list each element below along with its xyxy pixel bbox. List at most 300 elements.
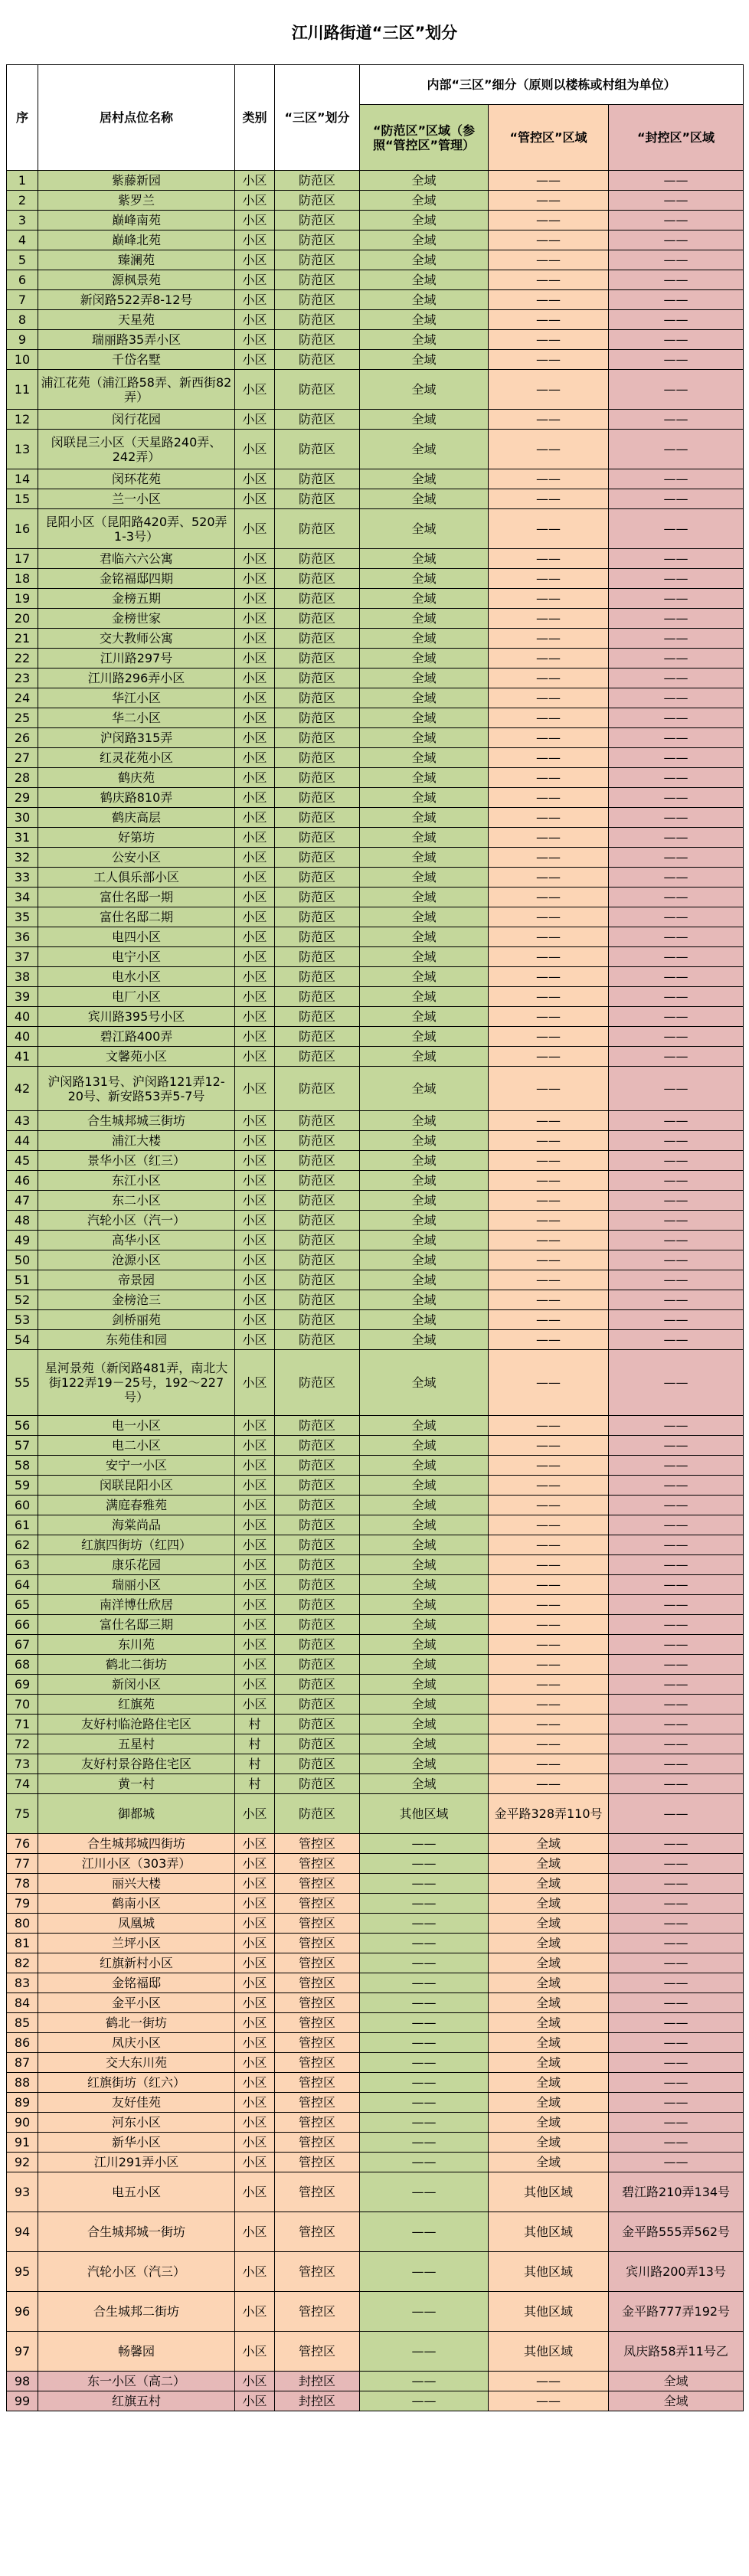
- row-type: 小区: [235, 1191, 275, 1211]
- row-fangfan-area: 全域: [360, 191, 489, 211]
- row-fangfan-area: 全域: [360, 310, 489, 330]
- table-row: [7, 1231, 744, 1250]
- table-row: [7, 1330, 744, 1350]
- row-name: 富仕名邸一期: [38, 888, 235, 907]
- row-guankong-area: ——: [489, 1456, 609, 1476]
- row-name: 电四小区: [38, 927, 235, 947]
- row-fengkong-area: ——: [609, 2113, 744, 2133]
- row-name: 电水小区: [38, 967, 235, 987]
- row-guankong-area: ——: [489, 987, 609, 1007]
- row-name: 东二小区: [38, 1191, 235, 1211]
- row-type: 小区: [235, 768, 275, 788]
- row-fangfan-area: 全域: [360, 1555, 489, 1575]
- row-zone: 防范区: [275, 828, 360, 848]
- row-guankong-area: ——: [489, 270, 609, 290]
- row-fengkong-area: ——: [609, 1834, 744, 1854]
- row-fengkong-area: ——: [609, 1595, 744, 1615]
- row-index: 99: [7, 2391, 38, 2411]
- row-fangfan-area: 全域: [360, 1675, 489, 1695]
- row-name: 南洋博仕欣居: [38, 1595, 235, 1615]
- row-index: 40: [7, 1027, 38, 1047]
- row-fengkong-area: ——: [609, 1575, 744, 1595]
- row-fengkong-area: ——: [609, 688, 744, 708]
- row-zone: 管控区: [275, 2212, 360, 2252]
- row-index: 79: [7, 1894, 38, 1914]
- row-fangfan-area: 全域: [360, 708, 489, 728]
- row-index: 23: [7, 669, 38, 688]
- row-zone: 防范区: [275, 708, 360, 728]
- row-index: 43: [7, 1111, 38, 1131]
- row-guankong-area: ——: [489, 1655, 609, 1675]
- row-index: 38: [7, 967, 38, 987]
- row-zone: 防范区: [275, 549, 360, 569]
- row-name: 沪闵路131号、沪闵路121弄12-20号、新安路53弄5-7号: [38, 1067, 235, 1111]
- row-name: 好第坊: [38, 828, 235, 848]
- row-zone: 管控区: [275, 2093, 360, 2113]
- table-row: [7, 848, 744, 868]
- row-zone: 防范区: [275, 1436, 360, 1456]
- row-zone: 管控区: [275, 2252, 360, 2292]
- row-name: 金榜五期: [38, 589, 235, 609]
- table-row: [7, 171, 744, 191]
- row-index: 94: [7, 2212, 38, 2252]
- row-fengkong-area: ——: [609, 350, 744, 370]
- row-name: 沪闵路315弄: [38, 728, 235, 748]
- row-guankong-area: ——: [489, 828, 609, 848]
- row-guankong-area: ——: [489, 1695, 609, 1715]
- row-zone: 防范区: [275, 927, 360, 947]
- row-guankong-area: ——: [489, 1734, 609, 1754]
- row-fangfan-area: 全域: [360, 1595, 489, 1615]
- table-row: [7, 250, 744, 270]
- table-row: [7, 1067, 744, 1111]
- row-fangfan-area: 全域: [360, 270, 489, 290]
- row-guankong-area: ——: [489, 290, 609, 310]
- row-fengkong-area: ——: [609, 1854, 744, 1874]
- table-row: [7, 191, 744, 211]
- row-guankong-area: 全域: [489, 1874, 609, 1894]
- table-row: [7, 708, 744, 728]
- row-type: 小区: [235, 589, 275, 609]
- row-index: 80: [7, 1914, 38, 1934]
- row-fengkong-area: ——: [609, 1111, 744, 1131]
- row-name: 东苑佳和园: [38, 1330, 235, 1350]
- row-fengkong-area: ——: [609, 2153, 744, 2172]
- row-guankong-area: ——: [489, 549, 609, 569]
- row-index: 51: [7, 1270, 38, 1290]
- row-index: 39: [7, 987, 38, 1007]
- row-zone: 防范区: [275, 1027, 360, 1047]
- row-fangfan-area: 全域: [360, 1131, 489, 1151]
- row-index: 8: [7, 310, 38, 330]
- table-row: [7, 1734, 744, 1754]
- row-index: 86: [7, 2033, 38, 2053]
- row-fengkong-area: ——: [609, 1330, 744, 1350]
- sheet-title: 江川路街道“三区”划分: [291, 24, 458, 42]
- row-zone: 防范区: [275, 1151, 360, 1171]
- row-type: 小区: [235, 2153, 275, 2172]
- row-zone: 防范区: [275, 270, 360, 290]
- row-index: 71: [7, 1715, 38, 1734]
- row-guankong-area: 全域: [489, 2033, 609, 2053]
- row-zone: 防范区: [275, 669, 360, 688]
- row-index: 24: [7, 688, 38, 708]
- row-fangfan-area: ——: [360, 2212, 489, 2252]
- row-fengkong-area: ——: [609, 728, 744, 748]
- row-type: 小区: [235, 1595, 275, 1615]
- row-name: 电五小区: [38, 2172, 235, 2212]
- row-zone: 防范区: [275, 1635, 360, 1655]
- row-guankong-area: ——: [489, 649, 609, 669]
- row-name: 友好村临沧路住宅区: [38, 1715, 235, 1734]
- table-row: [7, 2113, 744, 2133]
- row-name: 红旗新村小区: [38, 1953, 235, 1973]
- row-zone: 防范区: [275, 489, 360, 509]
- row-guankong-area: ——: [489, 768, 609, 788]
- row-fengkong-area: ——: [609, 1436, 744, 1456]
- row-fangfan-area: ——: [360, 2073, 489, 2093]
- row-zone: 防范区: [275, 171, 360, 191]
- row-type: 小区: [235, 868, 275, 888]
- row-fengkong-area: ——: [609, 310, 744, 330]
- row-zone: 防范区: [275, 868, 360, 888]
- table-row: [7, 1715, 744, 1734]
- table-row: [7, 788, 744, 808]
- table-row: [7, 1535, 744, 1555]
- row-name: 闵联昆阳小区: [38, 1476, 235, 1496]
- row-index: 54: [7, 1330, 38, 1350]
- row-guankong-area: 其他区域: [489, 2252, 609, 2292]
- header-guankong-area: “管控区”区域: [489, 105, 609, 171]
- row-fangfan-area: 全域: [360, 1715, 489, 1734]
- row-guankong-area: ——: [489, 1171, 609, 1191]
- header-fangfan-area: “防范区”区域（参照“管控区”管理）: [360, 105, 489, 171]
- row-fengkong-area: ——: [609, 1416, 744, 1436]
- row-name: 闵联昆三小区（天星路240弄、242弄）: [38, 430, 235, 469]
- table-row: [7, 1151, 744, 1171]
- row-fengkong-area: ——: [609, 569, 744, 589]
- row-type: 小区: [235, 1456, 275, 1476]
- row-index: 60: [7, 1496, 38, 1515]
- row-index: 34: [7, 888, 38, 907]
- row-type: 小区: [235, 1270, 275, 1290]
- row-type: 小区: [235, 609, 275, 629]
- row-fangfan-area: 全域: [360, 1615, 489, 1635]
- row-name: 新闵路522弄8-12号: [38, 290, 235, 310]
- row-guankong-area: 全域: [489, 2093, 609, 2113]
- row-guankong-area: ——: [489, 868, 609, 888]
- row-fengkong-area: ——: [609, 1250, 744, 1270]
- table-row: [7, 2053, 744, 2073]
- row-zone: 管控区: [275, 1934, 360, 1953]
- row-index: 93: [7, 2172, 38, 2212]
- header-row-group: [7, 65, 744, 105]
- table-row: [7, 1476, 744, 1496]
- row-index: 45: [7, 1151, 38, 1171]
- row-fengkong-area: ——: [609, 1067, 744, 1111]
- row-fengkong-area: ——: [609, 230, 744, 250]
- row-index: 16: [7, 509, 38, 549]
- row-name: 红旗五村: [38, 2391, 235, 2411]
- row-index: 5: [7, 250, 38, 270]
- row-index: 19: [7, 589, 38, 609]
- row-zone: 封控区: [275, 2372, 360, 2391]
- row-name: 闵行花园: [38, 410, 235, 430]
- row-type: 小区: [235, 1535, 275, 1555]
- row-fangfan-area: 全域: [360, 1655, 489, 1675]
- row-fangfan-area: ——: [360, 2372, 489, 2391]
- row-fengkong-area: ——: [609, 1874, 744, 1894]
- row-guankong-area: ——: [489, 927, 609, 947]
- row-fangfan-area: 全域: [360, 569, 489, 589]
- table-row: [7, 1456, 744, 1476]
- table-row: [7, 350, 744, 370]
- row-type: 小区: [235, 230, 275, 250]
- table-row: [7, 1754, 744, 1774]
- row-guankong-area: ——: [489, 967, 609, 987]
- row-fangfan-area: 全域: [360, 171, 489, 191]
- table-row: [7, 1794, 744, 1834]
- row-index: 55: [7, 1350, 38, 1416]
- row-fangfan-area: 全域: [360, 688, 489, 708]
- row-index: 33: [7, 868, 38, 888]
- row-fengkong-area: ——: [609, 1027, 744, 1047]
- row-fengkong-area: ——: [609, 2033, 744, 2053]
- row-index: 47: [7, 1191, 38, 1211]
- row-guankong-area: ——: [489, 489, 609, 509]
- row-fangfan-area: 全域: [360, 1436, 489, 1456]
- row-fangfan-area: 全域: [360, 1067, 489, 1111]
- row-type: 小区: [235, 967, 275, 987]
- row-fangfan-area: 全域: [360, 1754, 489, 1774]
- row-type: 小区: [235, 191, 275, 211]
- row-fengkong-area: ——: [609, 768, 744, 788]
- table-row: [7, 1270, 744, 1290]
- row-name: 合生城邦城四街坊: [38, 1834, 235, 1854]
- row-zone: 防范区: [275, 1290, 360, 1310]
- row-fangfan-area: 全域: [360, 987, 489, 1007]
- row-guankong-area: ——: [489, 569, 609, 589]
- row-zone: 管控区: [275, 1993, 360, 2013]
- row-guankong-area: ——: [489, 1211, 609, 1231]
- row-fengkong-area: ——: [609, 1456, 744, 1476]
- row-guankong-area: 全域: [489, 1914, 609, 1934]
- row-type: 小区: [235, 1476, 275, 1496]
- row-guankong-area: 其他区域: [489, 2172, 609, 2212]
- row-guankong-area: ——: [489, 1270, 609, 1290]
- row-fangfan-area: ——: [360, 1934, 489, 1953]
- row-fengkong-area: ——: [609, 1894, 744, 1914]
- row-name: 金榜世家: [38, 609, 235, 629]
- row-fengkong-area: 金平路777弄192号: [609, 2292, 744, 2332]
- row-fangfan-area: 全域: [360, 1310, 489, 1330]
- table-row: [7, 1874, 744, 1894]
- row-zone: 防范区: [275, 191, 360, 211]
- row-name: 高华小区: [38, 1231, 235, 1250]
- row-zone: 防范区: [275, 330, 360, 350]
- row-fangfan-area: 全域: [360, 350, 489, 370]
- row-index: 50: [7, 1250, 38, 1270]
- row-name: 汽轮小区（汽一）: [38, 1211, 235, 1231]
- table-row: [7, 2093, 744, 2113]
- row-guankong-area: ——: [489, 1535, 609, 1555]
- row-type: 小区: [235, 808, 275, 828]
- row-fangfan-area: 全域: [360, 788, 489, 808]
- row-type: 小区: [235, 947, 275, 967]
- row-fengkong-area: ——: [609, 549, 744, 569]
- row-name: 瑞丽路35弄小区: [38, 330, 235, 350]
- row-fengkong-area: ——: [609, 430, 744, 469]
- row-fangfan-area: 全域: [360, 1535, 489, 1555]
- table-row: [7, 669, 744, 688]
- row-index: 53: [7, 1310, 38, 1330]
- row-name: 瑞丽小区: [38, 1575, 235, 1595]
- row-fangfan-area: 全域: [360, 649, 489, 669]
- table-row: [7, 888, 744, 907]
- row-zone: 管控区: [275, 1854, 360, 1874]
- row-type: 小区: [235, 370, 275, 410]
- row-type: 小区: [235, 1067, 275, 1111]
- row-fangfan-area: 全域: [360, 1476, 489, 1496]
- row-index: 11: [7, 370, 38, 410]
- row-index: 44: [7, 1131, 38, 1151]
- row-fengkong-area: ——: [609, 370, 744, 410]
- table-row: [7, 1675, 744, 1695]
- row-name: 帝景园: [38, 1270, 235, 1290]
- row-zone: 防范区: [275, 609, 360, 629]
- row-fengkong-area: ——: [609, 1535, 744, 1555]
- row-name: 鹤北一街坊: [38, 2013, 235, 2033]
- row-type: 小区: [235, 788, 275, 808]
- table-row: [7, 1854, 744, 1874]
- row-index: 97: [7, 2332, 38, 2372]
- row-type: 小区: [235, 310, 275, 330]
- row-guankong-area: ——: [489, 1191, 609, 1211]
- table-row: [7, 688, 744, 708]
- row-name: 丽兴大楼: [38, 1874, 235, 1894]
- row-fangfan-area: 全域: [360, 808, 489, 828]
- row-fengkong-area: 全域: [609, 2372, 744, 2391]
- row-fangfan-area: 全域: [360, 1250, 489, 1270]
- header-zone: “三区”划分: [275, 65, 360, 171]
- table-row: [7, 1027, 744, 1047]
- row-zone: 管控区: [275, 1953, 360, 1973]
- row-fangfan-area: 全域: [360, 868, 489, 888]
- row-name: 东江小区: [38, 1171, 235, 1191]
- row-index: 84: [7, 1993, 38, 2013]
- table-row: [7, 270, 744, 290]
- table-row: [7, 1007, 744, 1027]
- row-type: 村: [235, 1715, 275, 1734]
- table-row: [7, 1436, 744, 1456]
- row-zone: 防范区: [275, 1231, 360, 1250]
- row-zone: 防范区: [275, 1211, 360, 1231]
- row-index: 69: [7, 1675, 38, 1695]
- row-fangfan-area: 全域: [360, 888, 489, 907]
- row-fangfan-area: 全域: [360, 290, 489, 310]
- row-zone: 防范区: [275, 907, 360, 927]
- row-zone: 防范区: [275, 1067, 360, 1111]
- row-type: 小区: [235, 1953, 275, 1973]
- row-name: 源枫景苑: [38, 270, 235, 290]
- row-index: 6: [7, 270, 38, 290]
- row-index: 73: [7, 1754, 38, 1774]
- row-guankong-area: ——: [489, 310, 609, 330]
- row-fengkong-area: ——: [609, 1476, 744, 1496]
- row-type: 小区: [235, 290, 275, 310]
- table-row: [7, 211, 744, 230]
- row-fengkong-area: ——: [609, 2013, 744, 2033]
- row-name: 交大教师公寓: [38, 629, 235, 649]
- row-fangfan-area: 全域: [360, 1290, 489, 1310]
- row-name: 红灵花苑小区: [38, 748, 235, 768]
- row-index: 3: [7, 211, 38, 230]
- row-fangfan-area: 全域: [360, 1350, 489, 1416]
- row-zone: 防范区: [275, 1310, 360, 1330]
- row-zone: 防范区: [275, 1595, 360, 1615]
- row-zone: 防范区: [275, 1535, 360, 1555]
- row-fengkong-area: ——: [609, 609, 744, 629]
- row-guankong-area: ——: [489, 1774, 609, 1794]
- row-index: 13: [7, 430, 38, 469]
- row-fangfan-area: 全域: [360, 370, 489, 410]
- row-fengkong-area: ——: [609, 1211, 744, 1231]
- row-name: 东川苑: [38, 1635, 235, 1655]
- row-zone: 管控区: [275, 2292, 360, 2332]
- row-name: 昆阳小区（昆阳路420弄、520弄1-3号）: [38, 509, 235, 549]
- row-index: 74: [7, 1774, 38, 1794]
- table-row: [7, 1290, 744, 1310]
- row-guankong-area: ——: [489, 1047, 609, 1067]
- row-fangfan-area: 全域: [360, 967, 489, 987]
- row-fengkong-area: ——: [609, 250, 744, 270]
- row-name: 紫藤新园: [38, 171, 235, 191]
- row-index: 20: [7, 609, 38, 629]
- row-fengkong-area: ——: [609, 1270, 744, 1290]
- row-type: 小区: [235, 549, 275, 569]
- row-fengkong-area: ——: [609, 1655, 744, 1675]
- row-zone: 防范区: [275, 888, 360, 907]
- table-row: [7, 868, 744, 888]
- row-zone: 防范区: [275, 1350, 360, 1416]
- row-fangfan-area: ——: [360, 2033, 489, 2053]
- table-row: [7, 569, 744, 589]
- row-fengkong-area: ——: [609, 848, 744, 868]
- table-row: [7, 509, 744, 549]
- row-fangfan-area: ——: [360, 2172, 489, 2212]
- row-fengkong-area: ——: [609, 1953, 744, 1973]
- table-row: [7, 2332, 744, 2372]
- row-zone: 管控区: [275, 1894, 360, 1914]
- row-type: 小区: [235, 1515, 275, 1535]
- table-row: [7, 1111, 744, 1131]
- row-name: 友好佳苑: [38, 2093, 235, 2113]
- row-fangfan-area: 全域: [360, 828, 489, 848]
- row-zone: 封控区: [275, 2391, 360, 2411]
- row-name: 电厂小区: [38, 987, 235, 1007]
- row-guankong-area: 全域: [489, 1894, 609, 1914]
- row-guankong-area: 全域: [489, 2053, 609, 2073]
- table-row: [7, 1615, 744, 1635]
- row-type: 小区: [235, 2212, 275, 2252]
- row-fangfan-area: 其他区域: [360, 1794, 489, 1834]
- row-name: 闵环花苑: [38, 469, 235, 489]
- row-index: 78: [7, 1874, 38, 1894]
- row-index: 95: [7, 2252, 38, 2292]
- row-name: 浦江大楼: [38, 1131, 235, 1151]
- header-name: 居村点位名称: [38, 65, 235, 171]
- row-zone: 防范区: [275, 1774, 360, 1794]
